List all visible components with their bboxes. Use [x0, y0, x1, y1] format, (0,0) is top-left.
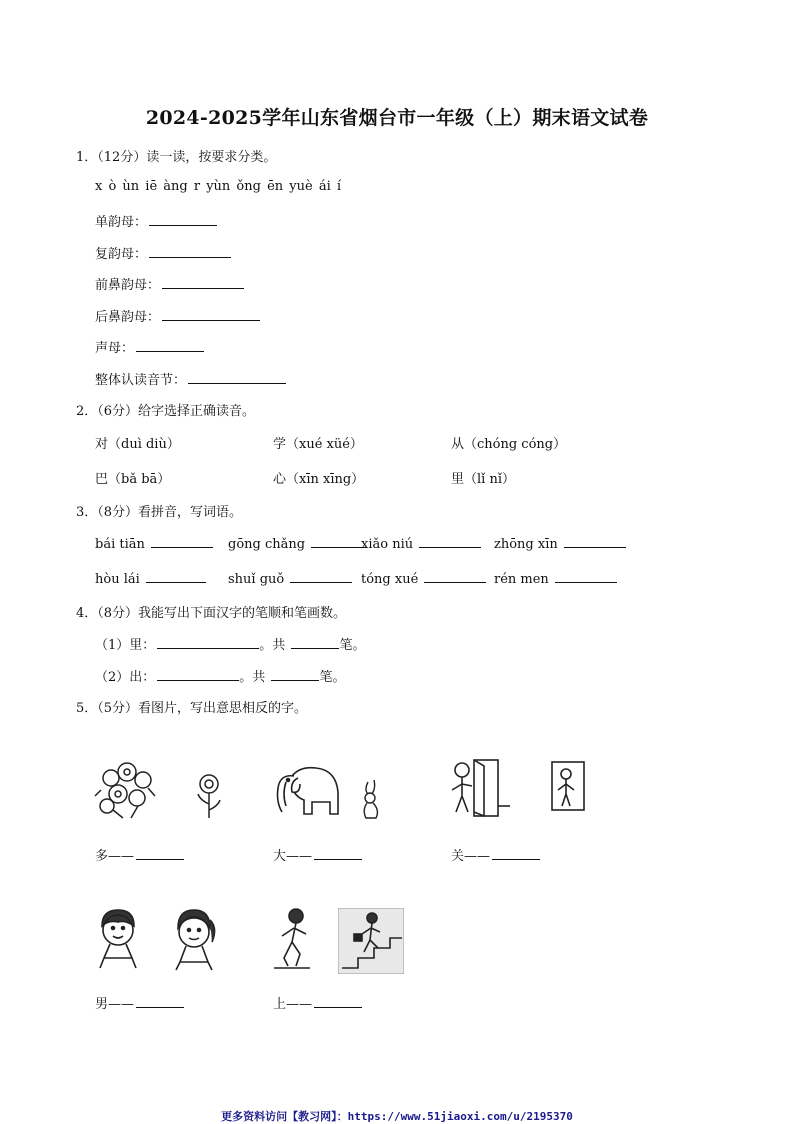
- answer-blank[interactable]: [136, 995, 184, 1008]
- girl-picture: [168, 906, 220, 972]
- q5-pair-male: [95, 993, 184, 1012]
- q2-option[interactable]: 心（xīn xīng）: [273, 472, 365, 487]
- q3-word: [494, 570, 617, 587]
- answer-blank[interactable]: [564, 535, 626, 548]
- q4-text: 。共: [259, 638, 286, 653]
- q3-word: [228, 535, 367, 552]
- q5-label: 大——: [273, 849, 313, 864]
- q5-pair-big: [273, 845, 362, 864]
- q2-header: 2．（6分）给字选择正确读音。: [76, 404, 256, 419]
- q1-header: 1．（12分）读一读，按要求分类。: [76, 150, 277, 165]
- q3-pinyin: shuǐ guǒ: [228, 572, 285, 587]
- q5-label: 多——: [95, 849, 135, 864]
- answer-blank[interactable]: [314, 995, 362, 1008]
- q5-pair-many: [95, 845, 184, 864]
- answer-blank[interactable]: [314, 847, 362, 860]
- answer-blank[interactable]: [149, 245, 231, 258]
- boy-picture: [96, 906, 142, 972]
- page-title: 2024-2025学年山东省烟台市一年级（上）期末语文试卷: [145, 107, 649, 129]
- open-door-picture: [446, 756, 512, 820]
- q4-text: 笔。: [319, 670, 346, 685]
- q3-pinyin: gōng chǎng: [228, 537, 306, 552]
- man-climbing-stairs-picture: [338, 908, 404, 974]
- q3-word: [95, 535, 213, 552]
- answer-blank[interactable]: [419, 535, 481, 548]
- q2-option[interactable]: 对（duì diù）: [95, 437, 180, 452]
- q3-word: [361, 570, 486, 587]
- answer-blank[interactable]: [424, 570, 486, 583]
- q3-pinyin: xiǎo niú: [361, 537, 414, 552]
- q4-text: 。共: [239, 670, 266, 685]
- rabbit-picture: [358, 778, 384, 820]
- q5-pair-close: [451, 845, 540, 864]
- answer-blank[interactable]: [136, 339, 204, 352]
- q3-pinyin: hòu lái: [95, 572, 140, 587]
- q1-label: 后鼻韵母：: [95, 310, 161, 325]
- q5-header: 5．（5分）看图片，写出意思相反的字。: [76, 701, 308, 716]
- q1-pinyin-list: x ò ùn iē àng r yùn ǒng ēn yuè ái í: [95, 179, 342, 194]
- q1-item-compound-vowel: [95, 243, 231, 262]
- q5-label: 关——: [451, 849, 491, 864]
- answer-blank[interactable]: [555, 570, 617, 583]
- flower-bouquet-picture: [93, 760, 163, 820]
- q2-option[interactable]: 从（chóng cóng）: [451, 437, 567, 452]
- answer-blank[interactable]: [162, 308, 260, 321]
- girl-walking-down-picture: [270, 906, 318, 972]
- answer-blank[interactable]: [162, 276, 244, 289]
- q3-word: [361, 535, 481, 552]
- q3-pinyin: rén men: [494, 572, 549, 587]
- q3-header: 3．（8分）看拼音，写词语。: [76, 505, 243, 520]
- q2-option[interactable]: 巴（bǎ bā）: [95, 472, 171, 487]
- q4-header: 4．（8分）我能写出下面汉字的笔顺和笔画数。: [76, 606, 347, 621]
- q3-word: [228, 570, 352, 587]
- q2-option[interactable]: 学（xué xüé）: [273, 437, 363, 452]
- answer-blank[interactable]: [311, 535, 367, 548]
- q3-pinyin: zhōng xīn: [494, 537, 558, 552]
- footer-link[interactable]: 更多资料访问【教习网】：https://www.51jiaoxi.com/u/2195370: [221, 1110, 573, 1123]
- q1-label: 单韵母：: [95, 215, 148, 230]
- answer-blank[interactable]: [136, 847, 184, 860]
- q4-label: （2）出：: [95, 670, 156, 685]
- answer-blank[interactable]: [291, 636, 339, 649]
- answer-blank[interactable]: [149, 213, 217, 226]
- q3-pinyin: tóng xué: [361, 572, 419, 587]
- q1-label: 前鼻韵母：: [95, 278, 161, 293]
- q1-item-front-nasal: [95, 274, 244, 293]
- answer-blank[interactable]: [188, 371, 286, 384]
- answer-blank[interactable]: [271, 668, 319, 681]
- q4-line-1: [95, 634, 365, 653]
- single-flower-picture: [194, 772, 224, 820]
- answer-blank[interactable]: [151, 535, 213, 548]
- answer-blank[interactable]: [492, 847, 540, 860]
- answer-blank[interactable]: [290, 570, 352, 583]
- q1-item-single-vowel: [95, 211, 217, 230]
- q1-item-initials: [95, 337, 204, 356]
- q3-pinyin: bái tiān: [95, 537, 145, 552]
- answer-blank[interactable]: [157, 636, 259, 649]
- q2-option[interactable]: 里（lǐ nǐ）: [451, 472, 515, 487]
- q1-label: 整体认读音节：: [95, 373, 187, 388]
- elephant-picture: [270, 762, 342, 822]
- q1-label: 复韵母：: [95, 247, 148, 262]
- q1-item-back-nasal: [95, 306, 260, 325]
- q5-pair-up: [273, 993, 362, 1012]
- answer-blank[interactable]: [157, 668, 239, 681]
- q5-label: 男——: [95, 997, 135, 1012]
- q4-text: 笔。: [339, 638, 366, 653]
- q1-item-whole-syllables: [95, 369, 286, 388]
- answer-blank[interactable]: [146, 570, 206, 583]
- q4-label: （1）里：: [95, 638, 156, 653]
- q3-word: [494, 535, 626, 552]
- q1-label: 声母：: [95, 341, 135, 356]
- q5-label: 上——: [273, 997, 313, 1012]
- q4-line-2: [95, 666, 345, 685]
- q3-word: [95, 570, 206, 587]
- closed-door-picture: [546, 760, 590, 812]
